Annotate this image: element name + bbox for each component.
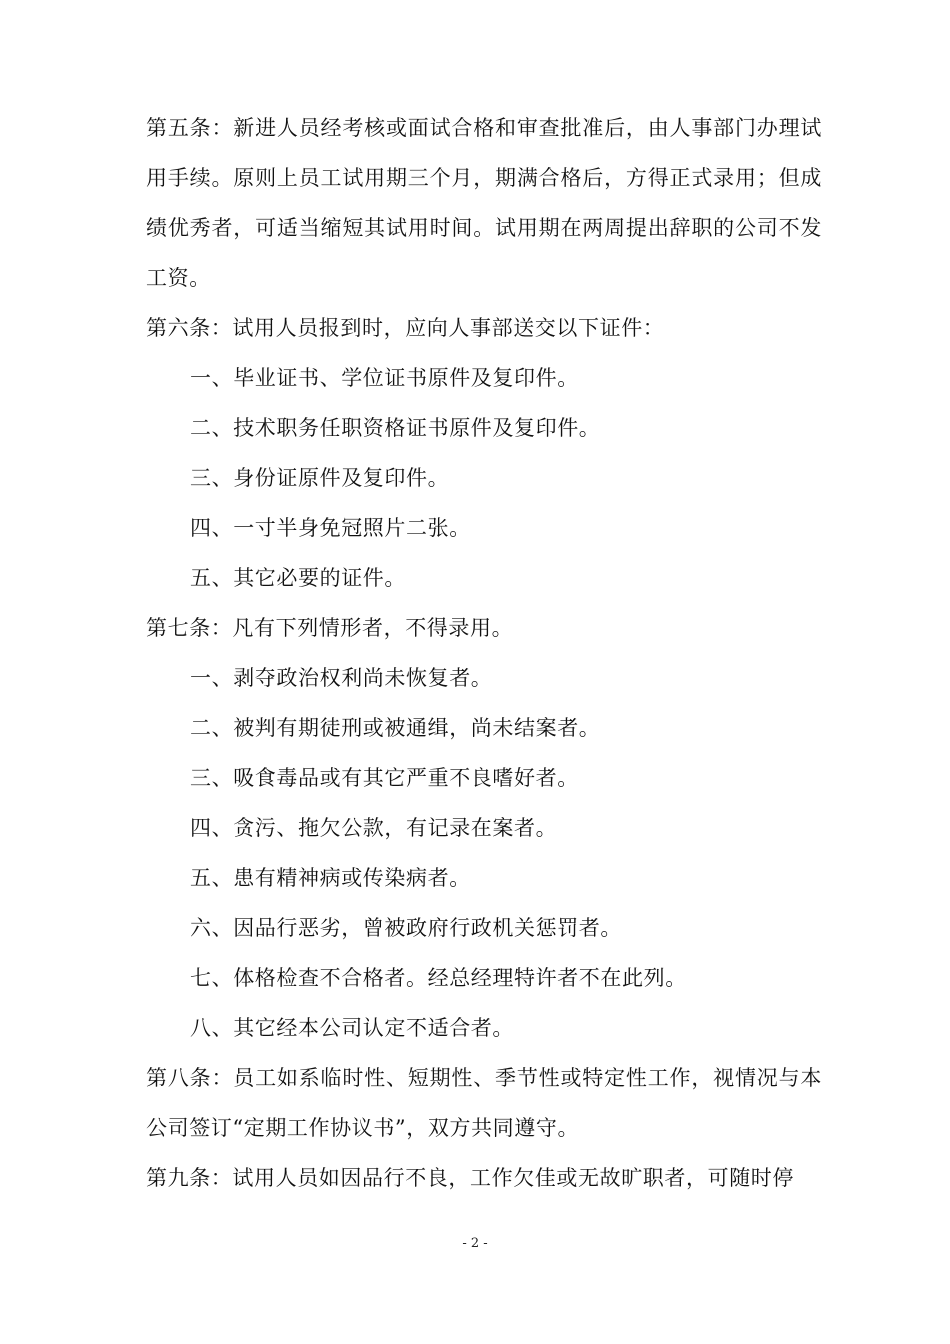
article-6-item-2: 二、技术职务任职资格证书原件及复印件。: [190, 416, 601, 440]
article-7-item-8: 八、其它经本公司认定不适合者。: [190, 1016, 514, 1040]
article-7-item-7: 七、体格检查不合格者。经总经理特许者不在此列。: [190, 966, 687, 990]
document-body: [146, 103, 822, 1203]
article-9-paragraph: 第九条：试用人员如因品行不良，工作欠佳或无故旷职者，可随时停: [146, 1166, 794, 1190]
article-6-item-5: 五、其它必要的证件。: [190, 566, 406, 590]
article-7-heading: 第七条：凡有下列情形者，不得录用。: [146, 616, 514, 640]
article-7-item-4: 四、贪污、拖欠公款，有记录在案者。: [190, 816, 558, 840]
article-7-item-6: 六、因品行恶劣，曾被政府行政机关惩罚者。: [190, 916, 622, 940]
article-5-paragraph: 第五条：新进人员经考核或面试合格和审查批准后，由人事部门办理试用手续。原则上员工试用期三个月，期满合格后，方得正式录用；但成绩优秀者，可适当缩短其试用时间。试用期在两周提出辞职的公司不发工资。: [146, 116, 822, 290]
article-7-item-5: 五、患有精神病或传染病者。: [190, 866, 471, 890]
article-7-item-2: 二、被判有期徒刑或被通缉，尚未结案者。: [190, 716, 601, 740]
article-6-item-4: 四、一寸半身免冠照片二张。: [190, 516, 471, 540]
article-6-item-3: 三、身份证原件及复印件。: [190, 466, 450, 490]
article-6-item-1: 一、毕业证书、学位证书原件及复印件。: [190, 366, 579, 390]
page-number: - 2 -: [462, 1236, 488, 1251]
article-7-item-1: 一、剥夺政治权利尚未恢复者。: [190, 666, 493, 690]
article-6-heading: 第六条：试用人员报到时，应向人事部送交以下证件：: [146, 316, 665, 340]
article-7-item-3: 三、吸食毒品或有其它严重不良嗜好者。: [190, 766, 579, 790]
article-8-paragraph: 第八条：员工如系临时性、短期性、季节性或特定性工作，视情况与本公司签订“定期工作协议书”，双方共同遵守。: [146, 1066, 822, 1140]
